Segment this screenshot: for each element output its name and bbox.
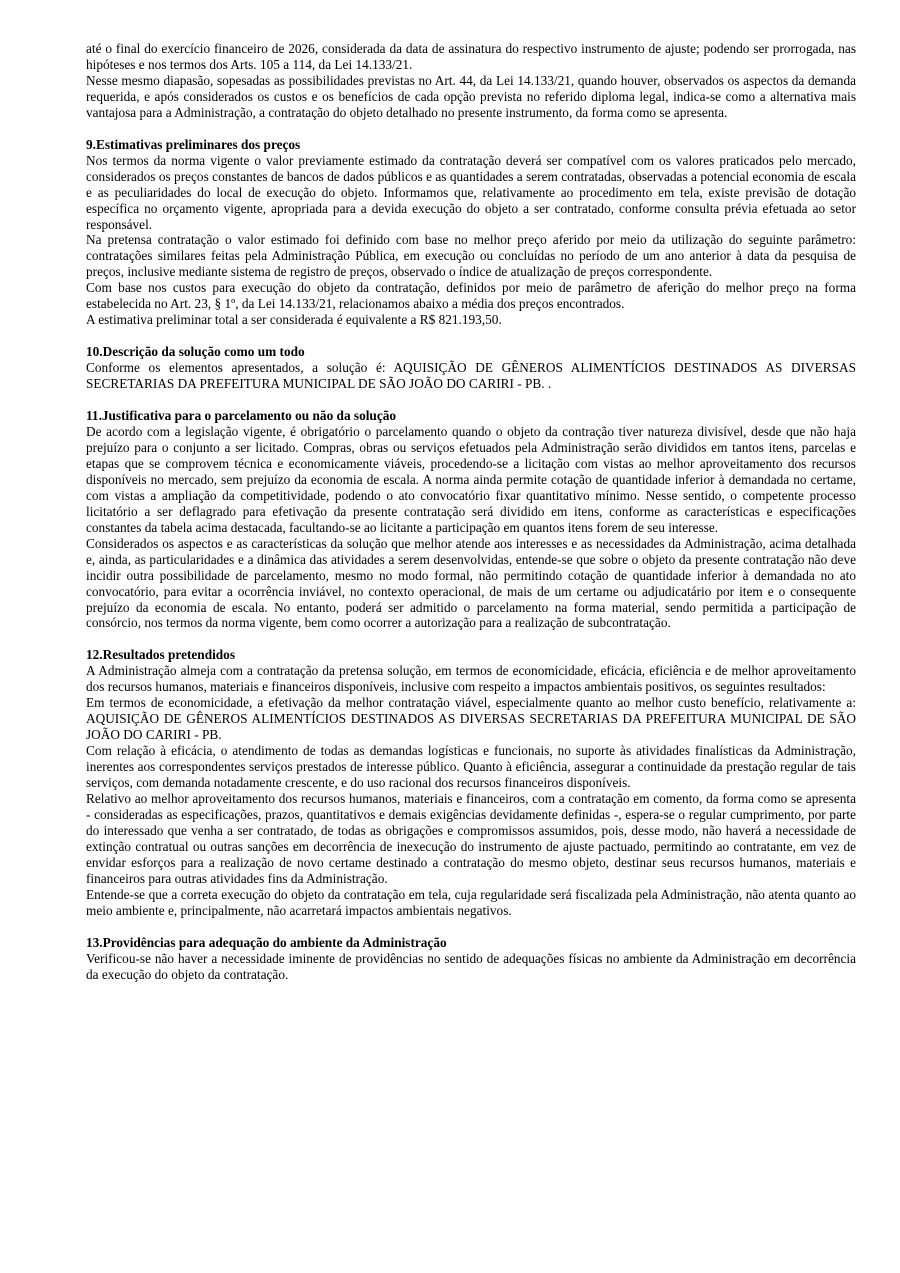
paragraph: Com relação à eficácia, o atendimento de todas as demandas logísticas e funcionais, no suporte às atividades finalísticas da Administração, inerentes aos correspondentes serviços prestados de interesse público. Quanto à eficiência, assegurar a continuidade da prestação regular de tais serviços, com demanda notadamente crescente, e do uso racional dos recursos financeiros disponíveis. xyxy=(86,743,856,791)
paragraph: até o final do exercício financeiro de 2026, considerada da data de assinatura do respectivo instrumento de ajuste; podendo ser prorrogada, nas hipóteses e nos termos dos Arts. 105 a 114, da Lei 14.133/21. xyxy=(86,41,856,72)
paragraph: Relativo ao melhor aproveitamento dos recursos humanos, materiais e financeiros, com a contratação em comento, da forma como se apresenta - consideradas as especificações, prazos, quantitativos e demais exigências devidamente definidas -, espera-se o regular cumprimento, por parte do interessado que venha a ser contratado, de todas as obrigações e compromissos assumidos, pois, desse modo, não haverá a necessidade de extinção contratual ou outras sanções em decorrência de inexecução do instrumento de ajuste pactuado, permitindo ao contratante, em vez de envidar esforços para a realização de novo certame destinado a contratação do mesmo objeto, destinar seus recursos humanos, materiais e financeiros para outras atividades fins da Administração. xyxy=(86,790,856,886)
paragraph: Nesse mesmo diapasão, sopesadas as possibilidades previstas no Art. 44, da Lei 14.133/21, quando houver, observados os aspectos da demanda requerida, e após considerados os custos e os benefícios de cada opção prevista no referido diploma legal, indica-se como a alternativa mais vantajosa para a Administração, a contratação do objeto detalhado no presente instrumento, da forma como se apresenta. xyxy=(86,72,856,120)
section-heading: 12.Resultados pretendidos xyxy=(86,647,235,663)
paragraph: A estimativa preliminar total a ser considerada é equivalente a R$ 821.193,50. xyxy=(86,312,502,328)
document-body xyxy=(86,41,856,982)
section-heading: 10.Descrição da solução como um todo xyxy=(86,344,305,360)
section-heading: 13.Providências para adequação do ambiente da Administração xyxy=(86,934,447,950)
paragraph: Considerados os aspectos e as características da solução que melhor atende aos interesses e as necessidades da Administração, acima detalhada e, ainda, as particularidades e a dinâmica das atividades a serem desenvolvidas, entende-se que sobre o objeto da presente contratação não deve incidir outra possibilidade de parcelamento, mesmo no modo formal, não permitindo cotação de quantidade inferior à demandada no ato convocatório, para evitar a ocorrência inviável, no contexto operacional, de mais de um certame ou adjudicatário por item e o consequente prejuízo da economia de escala. No entanto, poderá ser admitido o parcelamento na forma material, sendo permitida a participação de consórcio, nos termos da norma vigente, bem como ocorrer a autorização para a realização de subcontratação. xyxy=(86,535,856,631)
paragraph: Nos termos da norma vigente o valor previamente estimado da contratação deverá ser compatível com os valores praticados pelo mercado, considerados os preços constantes de bancos de dados públicos e as quantidades a serem contratadas, observadas a potencial economia de escala e as peculiaridades do local de execução do objeto. Informamos que, relativamente ao procedimento em tela, existe previsão de dotação específica no orçamento vigente, apropriada para a devida execução do objeto a ser contratado, conforme consulta prévia efetuada ao setor responsável. xyxy=(86,152,856,232)
paragraph: Em termos de economicidade, a efetivação da melhor contratação viável, especialmente quanto ao melhor custo benefício, relativamente a: AQUISIÇÃO DE GÊNEROS ALIMENTÍCIOS DESTINADOS AS DIVERSAS SECRETARIAS DA PREFEITURA MUNICIPAL DE SÃO JOÃO DO CARIRI - PB. xyxy=(86,695,856,743)
paragraph: Entende-se que a correta execução do objeto da contratação em tela, cuja regularidade será fiscalizada pela Administração, não atenta quanto ao meio ambiente e, principalmente, não acarretará impactos ambientais negativos. xyxy=(86,886,856,918)
section-spacer xyxy=(86,121,856,137)
paragraph: De acordo com a legislação vigente, é obrigatório o parcelamento quando o objeto da contração tiver natureza divisível, desde que não haja prejuízo para o conjunto a ser licitado. Compras, obras ou serviços efetuados pela Administração serão divididos em tantos itens, parcelas e etapas que se comprovem técnica e economicamente viáveis, procedendo-se a licitação com vistas ao melhor aproveitamento dos recursos disponíveis no mercado, sem prejuízo da economia de escala. A norma ainda permite cotação de quantidade inferior à demandada no certame, com vistas a ampliação da competitividade, podendo o ato convocatório fixar quantitativo mínimo. Nesse sentido, o competente processo licitatório a ser deflagrado para efetivação da presente contratação será dividido em itens, conforme as características e especificações constantes da tabela acima destacada, facultando-se ao licitante a participação em quantos itens forem de seu interesse. xyxy=(86,424,856,535)
section-spacer xyxy=(86,328,856,344)
paragraph: Verificou-se não haver a necessidade iminente de providências no sentido de adequações físicas no ambiente da Administração em decorrência da execução do objeto da contratação. xyxy=(86,950,856,982)
section-heading: 11.Justificativa para o parcelamento ou não da solução xyxy=(86,408,397,424)
section-spacer xyxy=(86,392,856,408)
paragraph: Com base nos custos para execução do objeto da contratação, definidos por meio de parâmetro de aferição do melhor preço na forma estabelecida no Art. 23, § 1º, da Lei 14.133/21, relacionamos abaixo a média dos preços encontrados. xyxy=(86,280,856,312)
section-spacer xyxy=(86,919,856,935)
paragraph: Na pretensa contratação o valor estimado foi definido com base no melhor preço aferido por meio da utilização do seguinte parâmetro: contratações similares feitas pela Administração Pública, em execução ou concluídas no período de um ano anterior à data da pesquisa de preços, inclusive mediante sistema de registro de preços, observado o índice de atualização de preços correspondente. xyxy=(86,232,856,280)
paragraph: Conforme os elementos apresentados, a solução é: AQUISIÇÃO DE GÊNEROS ALIMENTÍCIOS DESTINADOS AS DIVERSAS SECRETARIAS DA PREFEITURA MUNICIPAL DE SÃO JOÃO DO CARIRI - PB. . xyxy=(86,360,856,392)
section-heading: 9.Estimativas preliminares dos preços xyxy=(86,136,301,152)
paragraph: A Administração almeja com a contratação da pretensa solução, em termos de economicidade, eficácia, eficiência e de melhor aproveitamento dos recursos humanos, materiais e financeiros disponíveis, inclusive com respeito a impactos ambientais positivos, os seguintes resultados: xyxy=(86,663,856,695)
section-spacer xyxy=(86,631,856,647)
